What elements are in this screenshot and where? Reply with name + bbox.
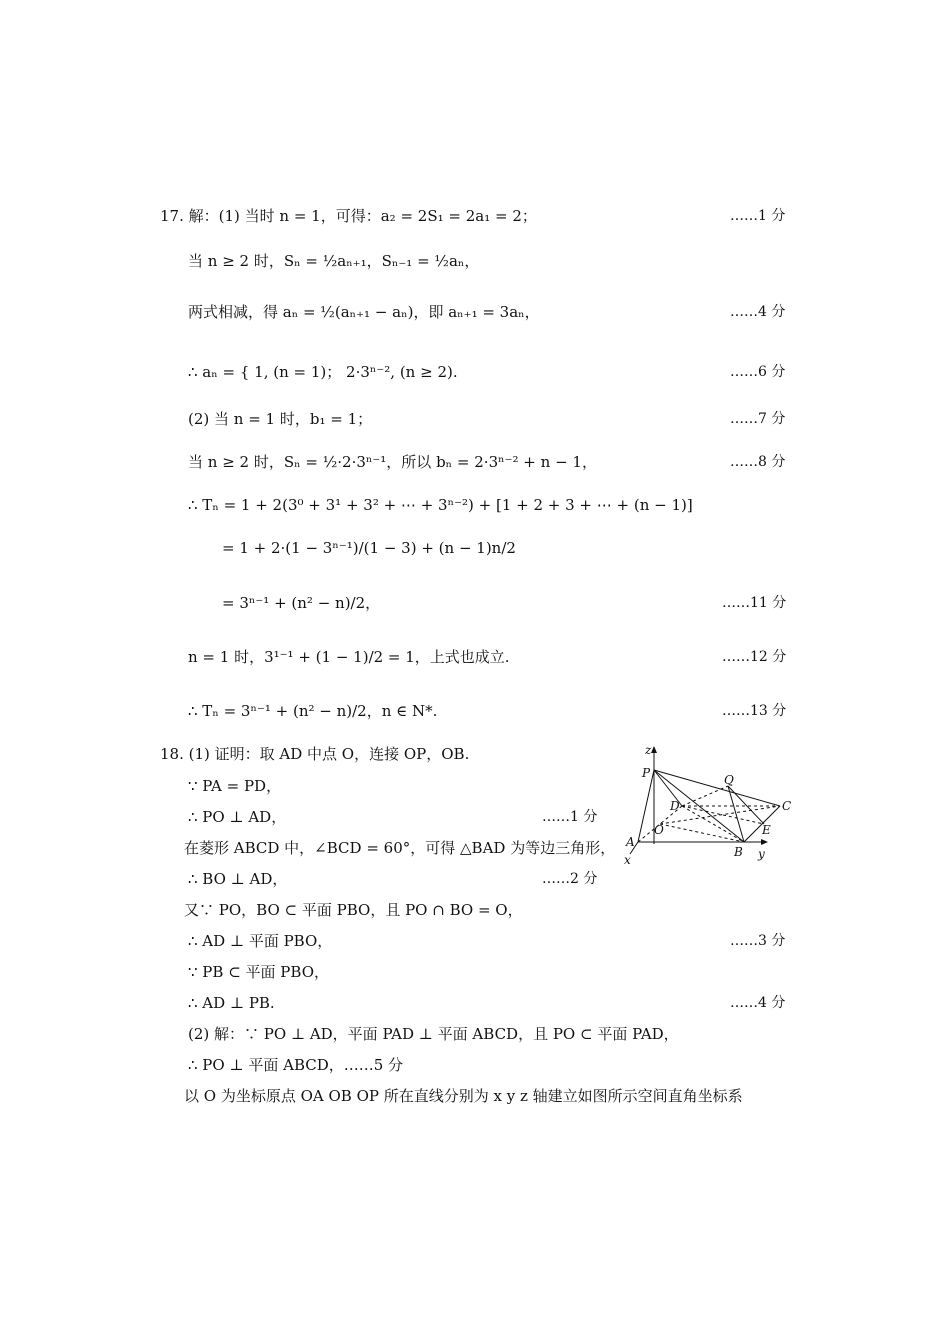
p17-score-4: ……6 分: [730, 364, 786, 380]
label-Q: Q: [724, 773, 734, 787]
p17-score-9: ……11 分: [722, 595, 787, 611]
p17-score-3: ……4 分: [730, 304, 786, 320]
label-C: C: [782, 799, 792, 813]
y-axis-arrow: [761, 839, 768, 845]
label-y: y: [758, 847, 765, 861]
p17-line-11: ∴ Tₙ = 3ⁿ⁻¹ + (n² − n)/2，n ∈ N*.: [188, 702, 438, 720]
edge-PA: [638, 770, 654, 842]
p18-line-3: ∴ PO ⊥ AD，: [188, 808, 287, 826]
p17-line-5: (2) 当 n = 1 时，b₁ = 1；: [188, 410, 373, 428]
edge-OB: [660, 824, 744, 842]
p18-line-10: (2) 解：∵ PO ⊥ AD，平面 PAD ⊥ 平面 ABCD，且 PO ⊂ 平面 PAD，: [188, 1025, 679, 1043]
p17-line-1: 17. 解：(1) 当时 n = 1，可得：a₂ = 2S₁ = 2a₁ = 2；: [160, 207, 537, 225]
pyramid-figure: [618, 742, 808, 870]
label-x: x: [624, 853, 631, 867]
p18-line-9: ∴ AD ⊥ PB.: [188, 994, 275, 1012]
p18-line-12: 以 O 为坐标原点 OA OB OP 所在直线分别为 x y z 轴建立如图所示空间直角坐标系: [184, 1087, 743, 1105]
label-z: z: [645, 743, 652, 757]
p17-line-9: = 3ⁿ⁻¹ + (n² − n)/2，: [222, 594, 381, 612]
p18-line-8: ∵ PB ⊂ 平面 PBO，: [188, 963, 329, 981]
label-B: B: [734, 845, 743, 859]
p18-line-6: 又∵ PO，BO ⊂ 平面 PBO，且 PO ∩ BO = O，: [184, 901, 523, 919]
p17-score-6: ……8 分: [730, 454, 786, 470]
p18-line-7: ∴ AD ⊥ 平面 PBO，: [188, 932, 333, 950]
p17-line-7: ∴ Tₙ = 1 + 2(3⁰ + 3¹ + 3² + ⋯ + 3ⁿ⁻²) + [1 + 2 + 3 + ⋯ + (n − 1)]: [188, 496, 693, 514]
p18-score-9: ……4 分: [730, 995, 786, 1011]
p18-line-5: ∴ BO ⊥ AD，: [188, 870, 288, 888]
edge-DE: [682, 806, 764, 824]
z-axis-arrow: [651, 746, 657, 753]
label-P: P: [642, 766, 651, 780]
p18-line-4: 在菱形 ABCD 中，∠BCD = 60°，可得 △BAD 为等边三角形，: [184, 839, 616, 857]
label-D: D: [670, 799, 680, 813]
label-A: A: [626, 835, 635, 849]
p18-score-3: ……1 分: [542, 809, 598, 825]
edge-DQ: [682, 786, 728, 806]
p17-score-1: ……1 分: [730, 208, 786, 224]
p18-line-11: ∴ PO ⊥ 平面 ABCD，……5 分: [188, 1056, 404, 1074]
p18-line-1: 18. (1) 证明：取 AD 中点 O，连接 OP，OB.: [160, 745, 470, 763]
label-O: O: [654, 823, 664, 837]
p17-score-5: ……7 分: [730, 411, 786, 427]
p18-line-2: ∵ PA = PD，: [188, 777, 282, 795]
p17-line-8: = 1 + 2·(1 − 3ⁿ⁻¹)/(1 − 3) + (n − 1)n/2: [222, 539, 516, 557]
p17-line-6: 当 n ≥ 2 时，Sₙ = ½·2·3ⁿ⁻¹，所以 bₙ = 2·3ⁿ⁻² + n − 1，: [188, 453, 597, 471]
p17-line-10: n = 1 时，3¹⁻¹ + (1 − 1)/2 = 1，上式也成立.: [188, 648, 510, 666]
pyramid-diagram: [618, 742, 808, 870]
p18-score-5: ……2 分: [542, 871, 598, 887]
p17-score-11: ……13 分: [722, 703, 787, 719]
edge-DB: [682, 806, 744, 842]
label-E: E: [762, 823, 771, 837]
p17-line-2: 当 n ≥ 2 时，Sₙ = ½aₙ₊₁，Sₙ₋₁ = ½aₙ，: [188, 252, 480, 270]
p17-score-10: ……12 分: [722, 649, 787, 665]
p18-score-7: ……3 分: [730, 933, 786, 949]
p17-line-3: 两式相减，得 aₙ = ½(aₙ₊₁ − aₙ)，即 aₙ₊₁ = 3aₙ，: [188, 303, 540, 321]
p17-line-4: ∴ aₙ = { 1, (n = 1)； 2·3ⁿ⁻², (n ≥ 2).: [188, 363, 458, 381]
